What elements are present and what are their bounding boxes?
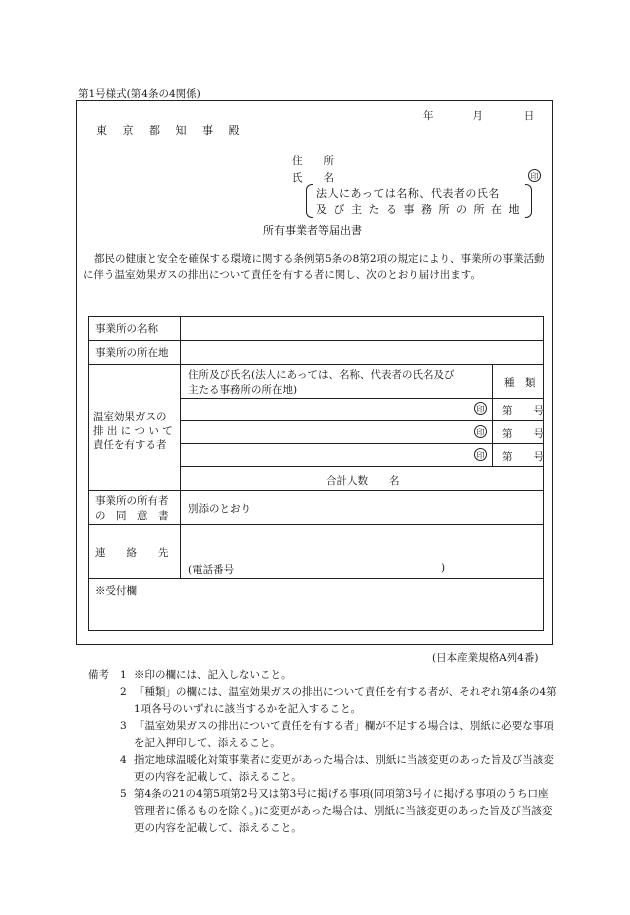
responsible-row[interactable]: [182, 445, 490, 465]
responsible-row[interactable]: [182, 400, 490, 419]
responsible-row[interactable]: [182, 422, 490, 442]
remark-text: 第4条の21の4第5項第2号又は第3号に掲げる事項(同項第3号イに掲げる事項のうち口座管理者に係るものを除く。)に変更があった場合は、別紙に当該変更のあった旨及び当該変更の内容を記載して、添えること。: [134, 788, 553, 834]
form-title: 所有事業者等届出書: [263, 224, 362, 237]
applicant-seal-icon: 印: [528, 169, 541, 182]
applicant-note: [306, 183, 532, 219]
responsible-label-1: 温室効果ガスの: [93, 411, 167, 423]
form-number: 第1号様式(第4条の4関係): [78, 88, 201, 100]
right-bracket: [525, 184, 532, 218]
left-bracket: [306, 184, 313, 218]
date-month: 月: [472, 110, 483, 122]
applicant-note-line1: 法人にあっては名称、代表者の氏名: [316, 187, 500, 200]
owner-consent-label-2: の 同 意 書: [95, 510, 169, 522]
date-line: [423, 108, 534, 123]
type-value: 第 号: [502, 405, 544, 417]
remark-num: 5: [120, 788, 127, 800]
reception-label: ※受付欄: [95, 585, 137, 597]
phone-close: ): [441, 562, 446, 574]
spec-note: (日本産業規格A列4番): [432, 652, 539, 664]
owner-consent-label-1: 事業所の所有者: [95, 495, 169, 507]
remark-item: [88, 752, 558, 786]
remark-text: 「種類」の欄には、温室効果ガスの排出について責任を有する者が、それぞれ第4条の4第1項各号のいずれに該当するかを記入すること。: [134, 686, 557, 715]
intro-paragraph: 都民の健康と安全を確保する環境に関する条例第5条の8第2項の規定により、事業所の事業活動に伴う温室効果ガスの排出について責任を有する者に関し、次のとおり届け出ます。: [83, 253, 545, 281]
remark-text: 指定地球温暖化対策事業者に変更があった場合は、別紙に当該変更のあった旨及び当該変更の内容を記載して、添えること。: [134, 754, 554, 783]
applicant-name-label: 氏 名: [292, 172, 334, 184]
remark-text: 「温室効果ガスの排出について責任を有する者」欄が不足する場合は、別紙に必要な事項を記入押印して、添えること。: [134, 720, 554, 749]
addressee: 東 京 都 知 事 殿: [96, 124, 246, 137]
total-count-label: 合計人数 名: [326, 475, 400, 487]
contact-field[interactable]: [182, 526, 542, 560]
remark-num: 2: [120, 686, 127, 698]
address-name-header-2: 主たる事務所の所在地): [188, 384, 298, 396]
remark-num: 4: [120, 754, 127, 766]
date-year: 年: [423, 110, 434, 122]
facility-location-field[interactable]: [182, 342, 542, 363]
seal-icon: 印: [474, 425, 487, 438]
facility-name-field[interactable]: [182, 318, 542, 339]
owner-consent-value: 別添のとおり: [188, 503, 251, 515]
remark-num: 1: [120, 669, 127, 681]
contact-label: 連 絡 先: [95, 547, 169, 559]
type-header: 種 類: [504, 377, 536, 389]
phone-label: (電話番号: [188, 564, 235, 576]
address-name-header-1: 住所及び氏名(法人にあっては、名称、代表者の氏名及び: [188, 369, 455, 381]
type-value: 第 号: [502, 428, 544, 440]
applicant-note-line2: 及び主たる事務所の所在地: [316, 203, 526, 216]
remark-item: [88, 786, 558, 837]
seal-icon: 印: [474, 402, 487, 415]
date-day: 日: [523, 110, 535, 122]
remarks-head: 備考: [88, 669, 109, 681]
facility-location-label: 事業所の所在地: [95, 347, 169, 359]
remark-item: [88, 684, 558, 718]
responsible-label-2: 排 出 に つ い て: [93, 425, 173, 437]
applicant-address-label: 住 所: [292, 155, 334, 167]
responsible-label-3: 責任を有する者: [93, 439, 167, 451]
remarks: [88, 667, 558, 837]
remark-item: [88, 667, 558, 684]
remark-num: 3: [120, 720, 127, 732]
seal-icon: 印: [474, 448, 487, 461]
remark-text: ※印の欄には、記入しないこと。: [134, 669, 292, 681]
facility-name-label: 事業所の名称: [95, 323, 158, 335]
type-value: 第 号: [502, 451, 544, 463]
remark-item: [88, 718, 558, 752]
